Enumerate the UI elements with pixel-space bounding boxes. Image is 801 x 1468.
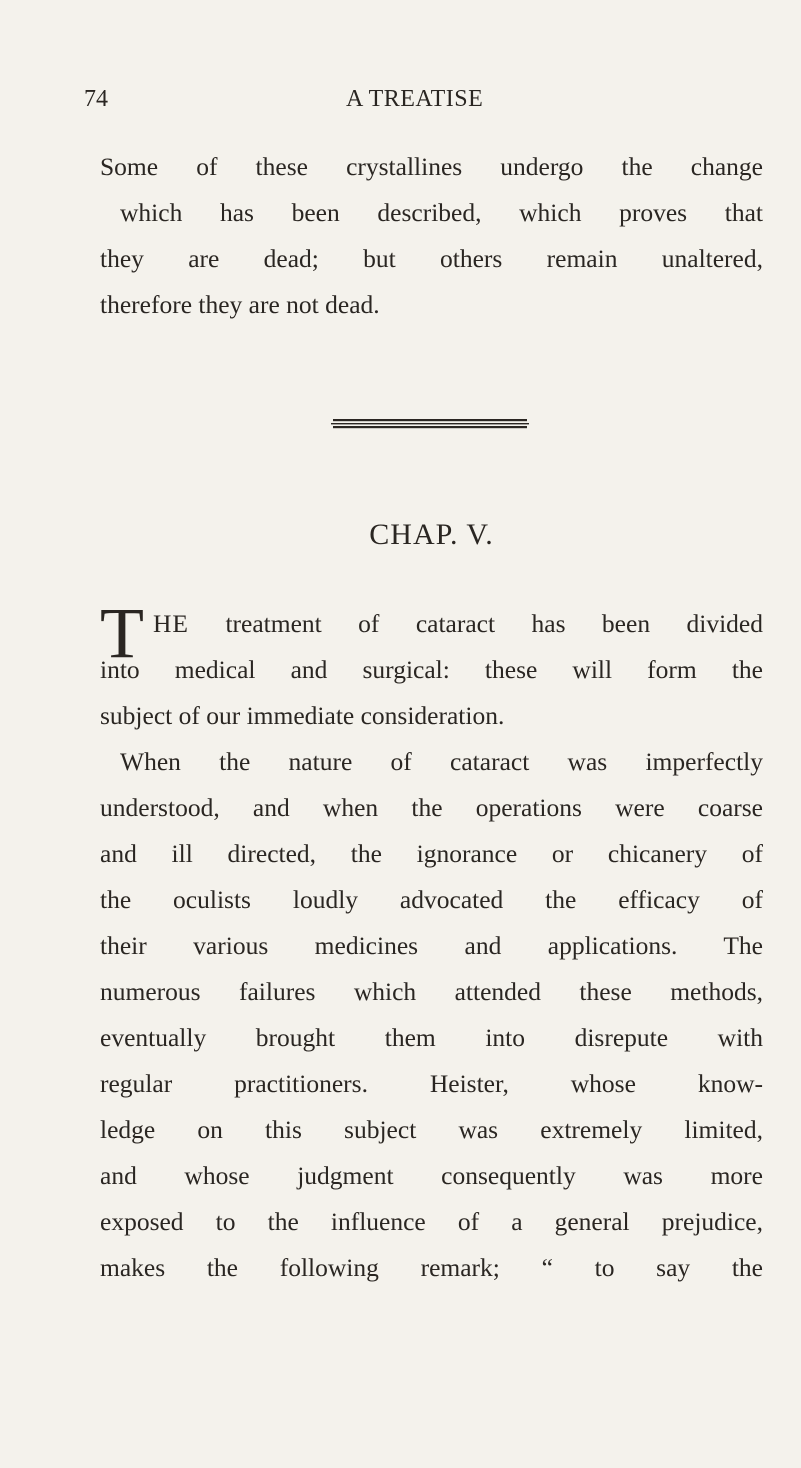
text-line: regular practitioners. Heister, whose know- [100, 1069, 763, 1098]
first-line-rest: treatment of cataract has been divided [225, 609, 763, 638]
text-line: understood, and when the operations were coarse [100, 793, 763, 822]
text-line: the oculists loudly advocated the efficacy of [100, 885, 763, 914]
drop-cap: T [100, 593, 144, 673]
text-line [100, 601, 763, 647]
page-number: 74 [84, 86, 108, 112]
text-line: exposed to the influence of a general prejudice, [100, 1207, 763, 1236]
first-word-small-caps: HE [153, 609, 189, 638]
chapter-heading: CHAP. V. [369, 518, 494, 551]
text-line: which has been described, which proves that [120, 198, 763, 227]
text-line: they are dead; but others remain unaltered, [100, 244, 763, 273]
text-line: therefore they are not dead. [100, 290, 380, 319]
text-line: When the nature of cataract was imperfectly [120, 747, 763, 776]
running-head [84, 86, 764, 116]
text-line: and whose judgment consequently was more [100, 1161, 763, 1190]
text-line: makes the following remark; “ to say the [100, 1253, 763, 1282]
continued-paragraph [100, 144, 763, 328]
text-line: ledge on this subject was extremely limited, [100, 1115, 763, 1144]
text-line: subject of our immediate consideration. [100, 701, 505, 730]
text-line: Some of these crystallines undergo the change [100, 152, 763, 181]
text-line: their various medicines and applications. The [100, 931, 763, 960]
section-divider-rule [331, 418, 529, 429]
text-line: and ill directed, the ignorance or chicanery of [100, 839, 763, 868]
chapter-opening-paragraph [100, 593, 763, 1291]
text-line: into medical and surgical: these will form the [100, 655, 763, 684]
text-line: numerous failures which attended these methods, [100, 977, 763, 1006]
text-line: eventually brought them into disrepute with [100, 1023, 763, 1052]
running-title: A TREATISE [346, 86, 484, 112]
